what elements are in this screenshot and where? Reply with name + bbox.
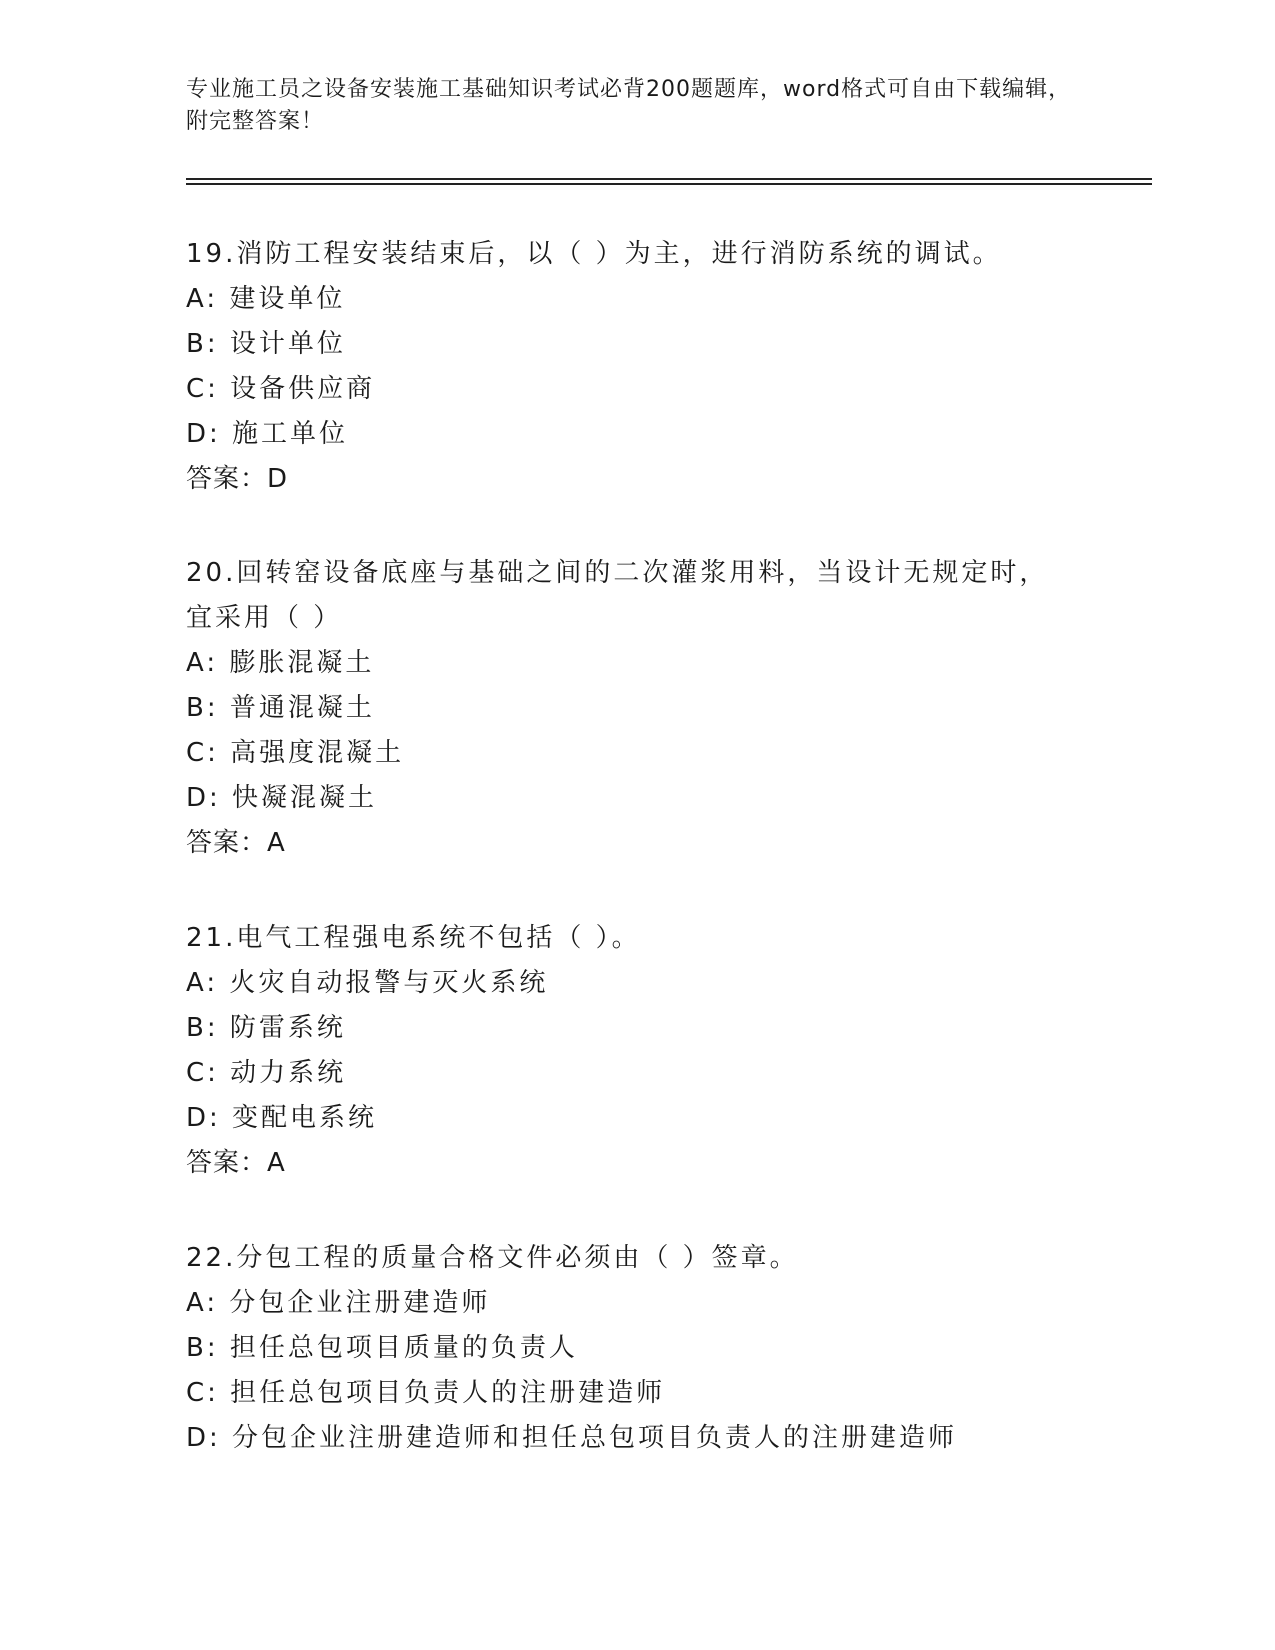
option-a: A: 分包企业注册建造师 [186, 1288, 491, 1318]
header-divider-bottom [186, 183, 1152, 185]
option-c: C: 担任总包项目负责人的注册建造师 [186, 1378, 666, 1408]
option-c: C: 设备供应商 [186, 374, 376, 404]
option-d: D: 分包企业注册建造师和担任总包项目负责人的注册建造师 [186, 1423, 958, 1453]
option-c: C: 动力系统 [186, 1058, 347, 1088]
option-b: B: 担任总包项目质量的负责人 [186, 1333, 578, 1363]
question-20 [186, 551, 1086, 866]
question-stem: 21.电气工程强电系统不包括（ ）。 [186, 923, 641, 953]
option-b: B: 防雷系统 [186, 1013, 346, 1043]
answer: 答案：A [186, 1148, 286, 1178]
question-stem: 19.消防工程安装结束后，以（ ）为主，进行消防系统的调试。 [186, 239, 1002, 269]
option-a: A: 建设单位 [186, 284, 346, 314]
option-d: D: 快凝混凝土 [186, 783, 378, 813]
answer: 答案：A [186, 828, 286, 858]
question-21 [186, 916, 1086, 1186]
option-a: A: 膨胀混凝土 [186, 648, 375, 678]
header-divider-top [186, 178, 1152, 180]
option-a: A: 火灾自动报警与灭火系统 [186, 968, 549, 998]
question-stem: 22.分包工程的质量合格文件必须由（ ）签章。 [186, 1243, 799, 1273]
answer: 答案：D [186, 464, 289, 494]
question-22 [186, 1236, 1086, 1461]
document-header: 专业施工员之设备安装施工基础知识考试必背200题题库，word格式可自由下载编辑，附完整答案！ [186, 77, 1072, 134]
option-b: B: 普通混凝土 [186, 693, 375, 723]
question-stem: 20.回转窑设备底座与基础之间的二次灌浆用料，当设计无规定时，宜采用（ ） [186, 558, 1049, 633]
option-d: D: 施工单位 [186, 419, 349, 449]
option-d: D: 变配电系统 [186, 1103, 378, 1133]
option-c: C: 高强度混凝土 [186, 738, 405, 768]
option-b: B: 设计单位 [186, 329, 346, 359]
question-19 [186, 232, 1086, 502]
